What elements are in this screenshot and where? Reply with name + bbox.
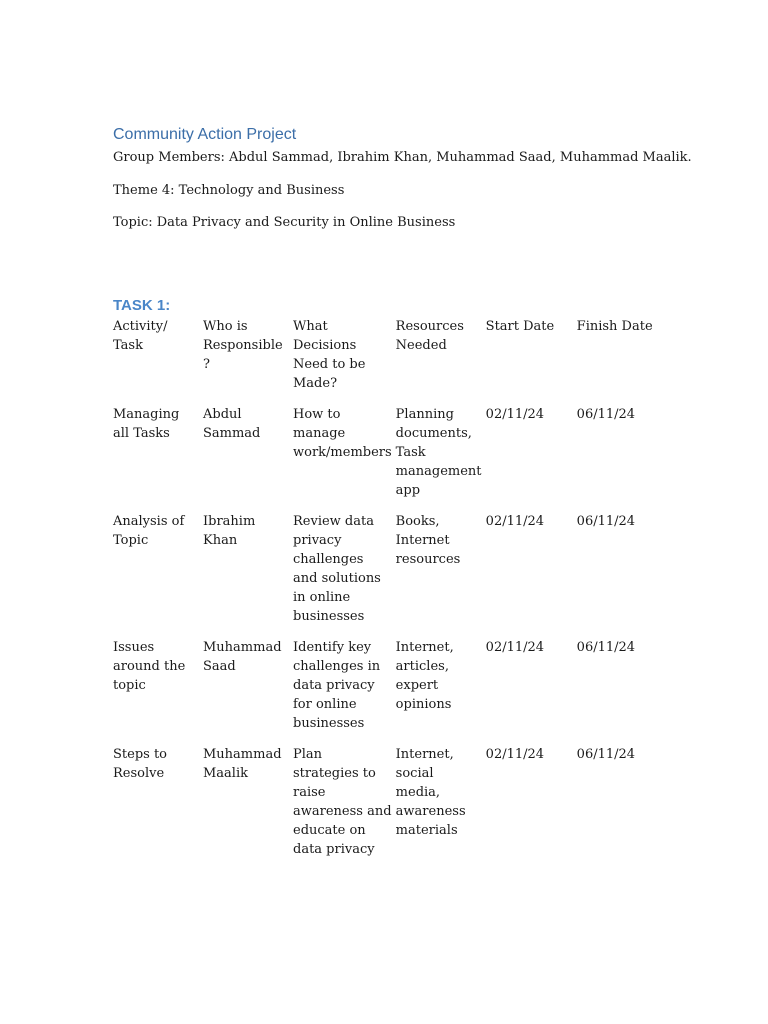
cell-resources: Planning documents, Task management app bbox=[395, 407, 482, 498]
task-heading: TASK 1: bbox=[113, 297, 171, 314]
theme-line: Theme 4: Technology and Business bbox=[113, 183, 345, 198]
document-title: Community Action Project bbox=[113, 126, 297, 143]
header-responsible: Who is Responsible ? bbox=[203, 319, 283, 372]
cell-activity: Analysis of Topic bbox=[113, 514, 185, 548]
topic-line: Topic: Data Privacy and Security in Online Business bbox=[113, 215, 456, 230]
table-row bbox=[113, 745, 667, 871]
group-members-line: Group Members: Abdul Sammad, Ibrahim Khan, Muhammad Saad, Muhammad Maalik. bbox=[113, 150, 692, 165]
cell-finish-date: 06/11/24 bbox=[576, 747, 636, 762]
cell-decisions: How to manage work/members bbox=[293, 407, 392, 460]
cell-activity: Issues around the topic bbox=[113, 640, 186, 693]
cell-finish-date: 06/11/24 bbox=[576, 640, 636, 655]
table-header-row bbox=[113, 317, 667, 405]
cell-decisions: Review data privacy challenges and solutions in online businesses bbox=[293, 514, 381, 624]
header-activity: Activity/ Task bbox=[113, 319, 168, 353]
table-row bbox=[113, 638, 667, 745]
cell-decisions: Identify key challenges in data privacy for online businesses bbox=[293, 640, 381, 731]
header-resources: Resources Needed bbox=[395, 319, 464, 353]
cell-start-date: 02/11/24 bbox=[485, 747, 545, 762]
action-plan-table bbox=[113, 317, 667, 871]
cell-resources: Internet, social media, awareness materials bbox=[395, 747, 466, 838]
cell-resources: Books, Internet resources bbox=[395, 514, 461, 567]
table-row bbox=[113, 512, 667, 638]
cell-start-date: 02/11/24 bbox=[485, 640, 545, 655]
cell-resources: Internet, articles, expert opinions bbox=[395, 640, 454, 712]
cell-activity: Steps to Resolve bbox=[113, 747, 167, 781]
cell-activity: Managing all Tasks bbox=[113, 407, 180, 441]
cell-responsible: Abdul Sammad bbox=[203, 407, 261, 441]
document-page bbox=[113, 124, 692, 871]
cell-finish-date: 06/11/24 bbox=[576, 514, 636, 529]
cell-start-date: 02/11/24 bbox=[485, 514, 545, 529]
cell-finish-date: 06/11/24 bbox=[576, 407, 636, 422]
header-start-date: Start Date bbox=[485, 319, 555, 334]
cell-start-date: 02/11/24 bbox=[485, 407, 545, 422]
cell-decisions: Plan strategies to raise awareness and educate on data privacy bbox=[293, 747, 392, 857]
header-finish-date: Finish Date bbox=[576, 319, 653, 334]
table-row bbox=[113, 405, 667, 512]
header-decisions: What Decisions Need to be Made? bbox=[293, 319, 366, 391]
cell-responsible: Muhammad Maalik bbox=[203, 747, 282, 781]
cell-responsible: Muhammad Saad bbox=[203, 640, 282, 674]
cell-responsible: Ibrahim Khan bbox=[203, 514, 256, 548]
